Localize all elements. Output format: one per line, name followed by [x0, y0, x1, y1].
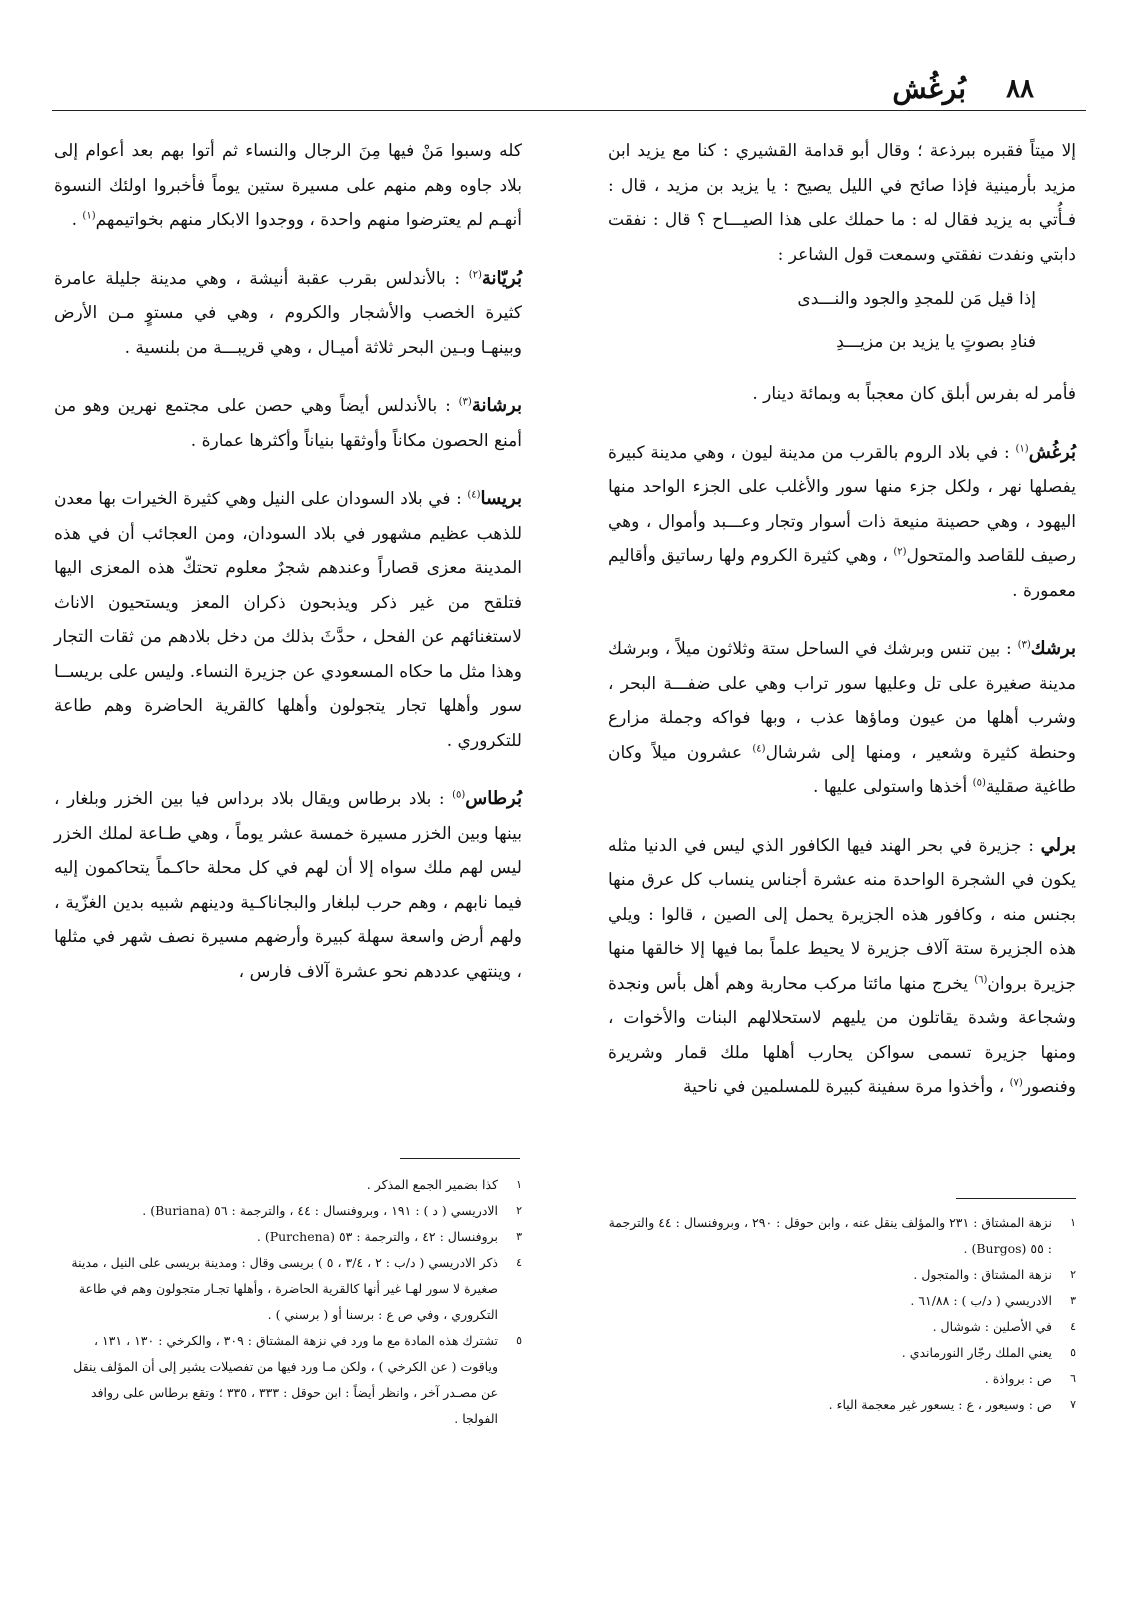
paragraph — [608, 134, 1076, 272]
paragraph — [54, 134, 522, 238]
entry-barli — [608, 829, 1076, 1105]
footnote-number: ٥ — [516, 1334, 522, 1347]
footnote — [608, 1288, 1076, 1314]
footnote-ref[interactable]: (١) — [82, 210, 96, 222]
entry-headword: بُريّانة — [481, 267, 522, 289]
footnote — [608, 1210, 1076, 1262]
footnote-ref[interactable]: (٧) — [1009, 1077, 1023, 1089]
paragraph-text: فأمر له بفرس أبلق كان معجباً به وبمائة دينار . — [752, 384, 1076, 404]
footnote-number: ٤ — [516, 1256, 522, 1269]
footnotes-left — [54, 1172, 522, 1432]
entry-burghush — [608, 436, 1076, 609]
footnote — [608, 1314, 1076, 1340]
poem — [608, 282, 1076, 359]
footnote — [608, 1366, 1076, 1392]
footnote-number: ٧ — [1070, 1398, 1076, 1411]
entry-text: : بالأندلس أيضاً وهي حصن على مجتمع نهرين وهو من أمنع الحصون مكاناً وأوثقها بنياناً وأكثرها عمارة . — [54, 396, 522, 451]
paragraph-text: إلا ميتاً فقبره ببرذعة ؛ وقال أبو قدامة القشيري : كنا مع يزيد ابن مزيد بأرمينية فإذا صائح في الليل يصيح : يا يزيد بن مزيد ، قال : فـأُتي به يزيد فقال له : ما حملك على هذا الصيـــاح ؟ قال : نفقت دابتي ونفدت نفقتي وسمعت قول الشاعر : — [608, 141, 1076, 265]
footnote — [54, 1224, 522, 1250]
footnote — [54, 1198, 522, 1224]
entry-text: ، وهي كثيرة الكروم ولها رساتيق وأقاليم معمورة . — [608, 546, 1076, 601]
footnote-ref[interactable]: (٥) — [452, 789, 466, 801]
left-column — [54, 134, 522, 1013]
footnote-ref[interactable]: (٦) — [974, 973, 988, 985]
footnote-text: ص : وسيعور ، ع : يسعور غير معجمة الياء . — [828, 1397, 1052, 1412]
footnote-ref[interactable]: (٥) — [972, 777, 986, 789]
right-column — [608, 134, 1076, 1129]
footnote-number: ٢ — [1070, 1268, 1076, 1281]
footnote — [54, 1172, 522, 1198]
entry-barisa — [54, 482, 522, 758]
footnote-number: ٤ — [1070, 1320, 1076, 1333]
footnote-text: في الأصلين : شوشال . — [932, 1319, 1052, 1334]
entry-text: : بلاد برطاس ويقال بلاد برداس فيا بين الخزر وبلغار ، بينها وبين الخزر مسيرة خمسة عشر يوماً ، وهي طـاعة لملك الخزر ليس لهم ملك سواه إلا أن لهم في كل محلة حاكـماً يتحاكمون إليه فيما نابهم ، وهم حرب لبلغار والبجاناكـية ودينهم شبيه بدين الغزّية ، ولهم أرض واسعة سهلة كبيرة وأرضهم مسيرة نصف شهر في مثلها ، وينتهي عددهم نحو عشرة آلاف فارس ، — [54, 789, 522, 982]
footnote-ref[interactable]: (٤) — [467, 489, 481, 501]
footnote-number: ٣ — [1070, 1294, 1076, 1307]
entry-barshak — [608, 632, 1076, 805]
footnote-number: ٥ — [1070, 1346, 1076, 1359]
footnote-ref[interactable]: (٣) — [1017, 639, 1031, 651]
entry-text: : في بلاد الروم بالقرب من مدينة ليون ، وهي مدينة كبيرة يفصلها نهر ، ولكل جزء منها سور والأغلب على الجزء الواحد منها اليهود ، وهي حصينة منيعة ذات أسوار وتجار وعـــبد وأموال ، وهي رصيف للقاصد والمتحول — [608, 442, 1076, 566]
footnotes-right — [608, 1210, 1076, 1418]
paragraph-text: . — [71, 210, 83, 230]
entry-text: يخرج منها مائتا مركب محاربة وهم أهل بأس ونجدة وشجاعة وشدة يقاتلون من يليهم لاستحلالهم البنات والأخوات ، ومنها جزيرة تسمى سواكن يحارب أهلها ملك قمار وشريرة وفنصور — [608, 973, 1076, 1097]
footnote-ref[interactable]: (١) — [1015, 442, 1029, 454]
paragraph — [608, 377, 1076, 412]
footnote-ref[interactable]: (٢) — [893, 546, 907, 558]
entry-text: ، وأخذوا مرة سفينة كبيرة للمسلمين في ناحية — [683, 1077, 1010, 1097]
footnote-text: بروفنسال : ٤٢ ، والترجمة : ٥٣ (Purchena) . — [256, 1229, 498, 1244]
entry-headword: برشك — [1030, 638, 1076, 659]
entry-barshana — [54, 389, 522, 458]
footnote-ref[interactable]: (٤) — [752, 742, 766, 754]
entry-text: : بالأندلس بقرب عقبة أنيشة ، وهي مدينة جليلة عامرة كثيرة الخصب والأشجار والكروم ، وهي في مستوٍ مـن الأرض وبينهـا وبـين البحر ثلاثة أميـال ، وهي قريبـــة من بلنسية . — [54, 268, 522, 358]
footnote — [54, 1250, 522, 1328]
footnote-number: ٦ — [1070, 1372, 1076, 1385]
footnote-ref[interactable]: (٣) — [458, 396, 472, 408]
entry-text: : بين تنس وبرشك في الساحل ستة وثلاثون ميلاً ، وبرشك مدينة صغيرة على تل وعليها سور تراب وهي على ضفـــة البحر ، وشرب أهلها من عيون وماؤها عذب ، وبها فواكه وجملة مزارع وحنطة كثيرة وشعير ، ومنها إلى شرشال — [608, 639, 1076, 763]
poem-line: إذا قيل مَن للمجدِ والجود والنـــدى — [797, 289, 1036, 309]
entry-headword: برلي — [1040, 834, 1076, 856]
footnote-number: ١ — [1070, 1216, 1076, 1229]
entry-text: : في بلاد السودان على النيل وهي كثيرة الخيرات بها معدن للذهب عظيم مشهور في بلاد السودان، ومن العجائب أن في هذه المدينة معزى قصاراً وعندهم شجرٌ معلوم تحتكّ هذه المعزى اليها فتلقح من غير ذكر ويذبحون ذكران المعز ويستحيون الاناث لاستغنائهم عن الفحل ، حدَّثَ بذلك من دخل بلادهم من ثقات التجار وهذا مثل ما حكاه المسعودي عن جزيرة النساء. وليس على بريســا سور وأهلها تجار يتجولون وأهلها كالقرية الحاضرة وهم طاعة للتكروري . — [54, 489, 522, 751]
footnote-number: ١ — [516, 1178, 522, 1191]
running-header — [52, 70, 1086, 111]
footnote-number: ٢ — [516, 1204, 522, 1217]
entry-burtas — [54, 782, 522, 989]
footnote-ref[interactable]: (٢) — [468, 268, 482, 280]
entry-text: عشرون ميلاً وكان طاغية صقلية — [608, 742, 1076, 797]
running-title: بُرغُش — [892, 72, 966, 105]
entry-headword: بُرطاس — [465, 788, 522, 809]
footnote-text: الادريسي ( د ) : ١٩١ ، وبروفنسال : ٤٤ ، والترجمة : ٥٦ (Buriana) . — [142, 1203, 498, 1218]
footnote-text: نزهة المشتاق : والمتجول . — [913, 1267, 1052, 1282]
entry-buryana — [54, 262, 522, 366]
footnote-text: يعني الملك رجّار النورماندي . — [901, 1345, 1052, 1360]
paragraph-text: كله وسبوا مَنْ فيها مِنَ الرجال والنساء ثم أتوا بهم بعد أعوام إلى بلاد جاوه وهم منهم على مسيرة ستين يوماً فأخبروا اولئك النسوة أنهـم لم يعترضوا منهم واحدة ، ووجدوا الابكار منهم بخواتيمهم — [54, 141, 522, 230]
footnote-text: ذكر الادريسي ( د/ب : ٢ ، ٣/٤ ، ٥ ) بريسى وقال : ومدينة بريسى على النيل ، مدينة صغيرة لا سور لهـا غير أنها كالقرية الحاضرة ، وأهلها تجـار متجولون وهم في طاعة التكروري ، وفي ص ع : برسنا أو ( برسني ) . — [71, 1255, 498, 1322]
entry-text: أخذها واستولى عليها . — [812, 777, 973, 797]
footnote-divider — [956, 1198, 1076, 1199]
entry-headword: برشانة — [471, 395, 522, 416]
footnote — [608, 1262, 1076, 1288]
poem-line: فنادِ بصوتٍ يا يزيد بن مزيـــدِ — [836, 331, 1036, 352]
entry-headword: بريسا — [480, 488, 522, 509]
footnote-text: كذا بضمير الجمع المذكر . — [366, 1177, 498, 1192]
footnote-text: الادريسي ( د/ب ) : ٦١/٨٨ . — [910, 1293, 1052, 1308]
footnote-text: ص : برواذة . — [984, 1371, 1052, 1386]
footnote-divider — [400, 1158, 520, 1159]
footnote — [608, 1340, 1076, 1366]
footnote-text: تشترك هذه المادة مع ما ورد في نزهة المشتاق : ٣٠٩ ، والكرخي : ١٣٠ ، ١٣١ ، وياقوت ( عن الكرخي ) ، ولكن مـا ورد فيها من تفصيلات يشير إلى أن المؤلف ينقل عن مصـدر آخر ، وانظر أيضاً : ابن حوقل : ٣٣٣ ، ٣٣٥ ؛ وتقع برطاس على روافد الفولجا . — [73, 1333, 498, 1426]
entry-text: : جزيرة في بحر الهند فيها الكافور الذي ليس في الدنيا مثله يكون في الشجرة الواحدة منه عشرة أجناس ينساب كل عرق منها بجنس منه ، وكافور هذه الجزيرة يحمل إلى الصين ، قالوا : ويلي هذه الجزيرة ستة آلاف جزيرة لا يحيط علماً بما فيها إلا خالقها منها جزيرة بروان — [608, 835, 1076, 994]
footnote-number: ٣ — [516, 1230, 522, 1243]
footnote-text: نزهة المشتاق : ٢٣١ والمؤلف ينقل عنه ، وابن حوقل : ٢٩٠ ، وبروفنسال : ٤٤ والترجمة : ٥٥ (Burgos) . — [608, 1215, 1052, 1256]
footnote — [608, 1392, 1076, 1418]
footnote — [54, 1328, 522, 1432]
entry-headword: بُرغُش — [1028, 441, 1076, 463]
page-number: ٨٨ — [1006, 74, 1034, 104]
